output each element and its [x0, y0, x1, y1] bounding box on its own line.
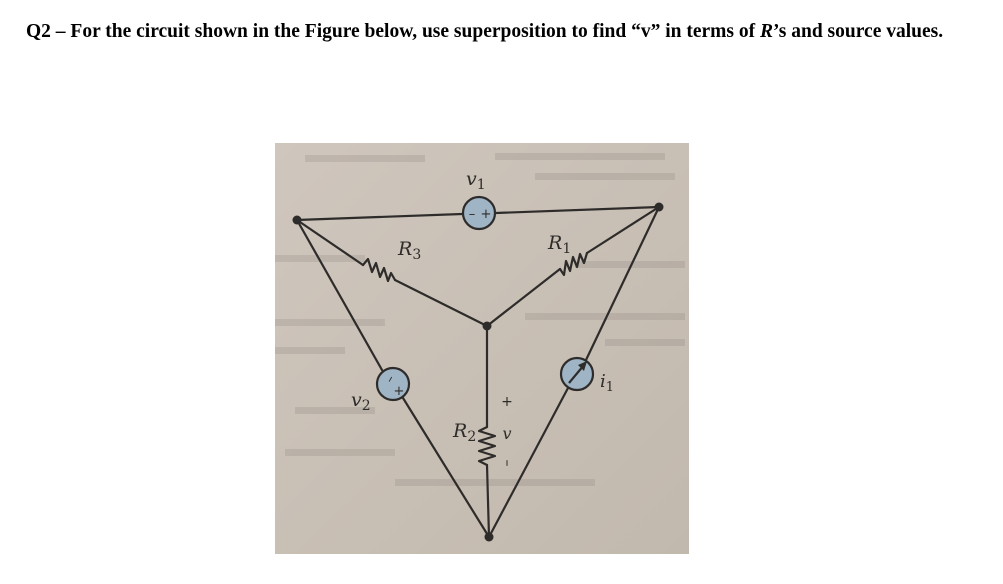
- resistor-symbol-r: R: [759, 21, 773, 42]
- label-v2-main: v: [351, 389, 362, 411]
- label-r3-subscript: 3: [412, 247, 422, 263]
- label-r2-subscript: 2: [467, 429, 477, 445]
- label-v1-subscript: 1: [476, 177, 486, 193]
- label-r2-main: R: [453, 420, 468, 442]
- v2-plus-sign: +: [393, 384, 405, 399]
- v1-minus-sign: –: [468, 207, 476, 222]
- circuit-diagram: [275, 143, 689, 554]
- label-i1-subscript: 1: [605, 380, 615, 395]
- voltage-source-v1: [463, 197, 495, 229]
- v-minus-sign: –: [499, 459, 515, 467]
- voltage-source-v2: [377, 368, 409, 400]
- node-bottom: [485, 533, 494, 542]
- label-r1-main: R: [548, 232, 563, 254]
- ammeter-i1: [561, 358, 593, 390]
- label-v2-subscript: 2: [361, 398, 371, 414]
- label-r1-subscript: 1: [562, 241, 572, 257]
- v-plus-sign: +: [501, 394, 513, 410]
- node-center: [483, 322, 492, 331]
- question-text-part1: Q2 – For the circuit shown in the Figure below, use superposition to find “v” in terms of: [26, 21, 760, 42]
- node-right: [655, 203, 664, 212]
- label-v1-main: v: [466, 168, 477, 190]
- label-r3-main: R: [398, 238, 413, 260]
- v2-minus-sign: –: [382, 372, 399, 386]
- question-text-part2: ’s and source values.: [773, 21, 944, 42]
- question-text: [26, 20, 986, 43]
- v1-plus-sign: +: [480, 207, 492, 222]
- circuit-figure: [275, 143, 689, 554]
- node-left: [293, 216, 302, 225]
- label-i1-main: i: [600, 371, 606, 392]
- label-v: v: [502, 424, 512, 443]
